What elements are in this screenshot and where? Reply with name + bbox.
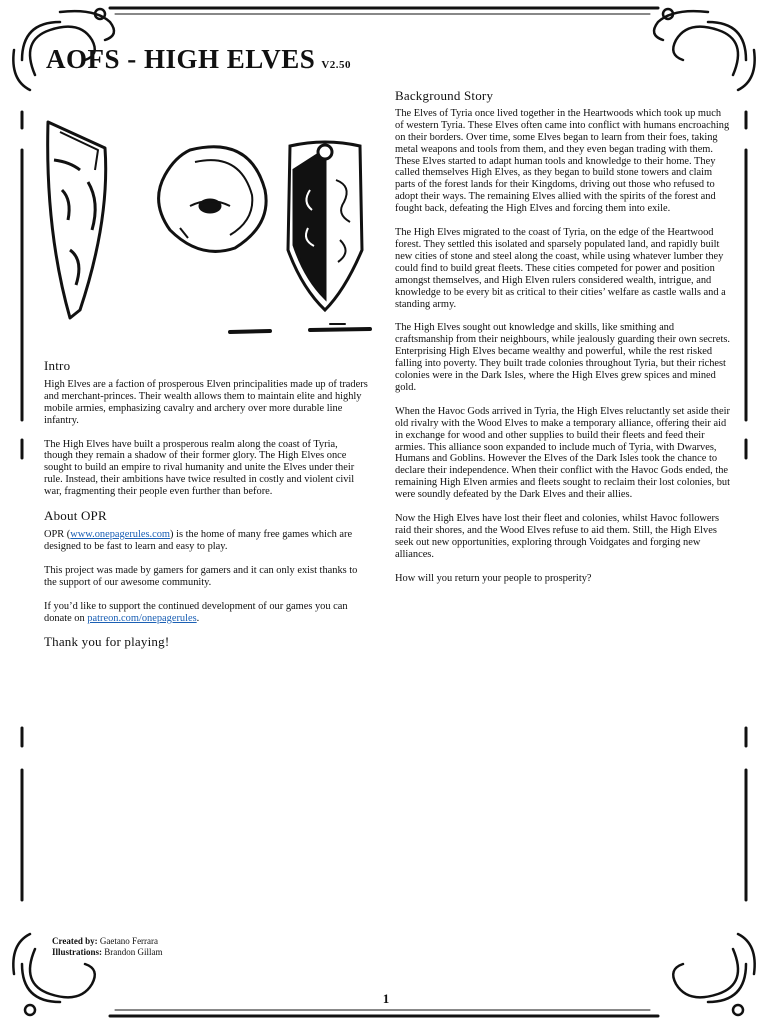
credit-label: Created by:	[52, 936, 98, 946]
credit-value: Gaetano Ferrara	[99, 936, 159, 946]
opr-website-link[interactable]: www.onepagerules.com	[70, 528, 171, 540]
about-text: If you’d like to support the continued development of our games you can donate on	[44, 600, 348, 624]
background-paragraph: The Elves of Tyria once lived together in the Heartwoods which took up much of western Tyria. These Elves often came into conflict with humans encroaching on their borders. Over time, some Elves began to learn from their foes, taking metal weapons and tools from them, and they even began trading with them. These Elves started to adapt human tools and knowledge to their home. They called themselves High Elves, as they began to build stone towers and claim parts of the forest lands for their Kingdoms, driving out those who refused to adopt their ways. The remaining Elves allied with the spirits of the forest and fought back, defeating the High Elves and forcing them into exile.	[395, 107, 730, 215]
about-heading: About OPR	[44, 508, 107, 524]
background-paragraph: When the Havoc Gods arrived in Tyria, the High Elves reluctantly set aside their old rivalry with the Wood Elves to make a temporary alliance, offering their aid in exchange for wood and other supplies to build their fleets and feed their armies. This alliance soon expanded to include much of Tyria, with Dwarves, Humans and Goblins. However the Elves of the Dark Isles took the chance to declare their independence. When their conflict with the Havoc Gods ended, the remaining High Elven armies and fleets sought to reclaim their lost colonies, but were soundly defeated by the Dark Elves and their allies.	[395, 405, 731, 501]
credit-line	[52, 947, 163, 958]
version-label: V2.50	[321, 59, 352, 71]
tall-shield-icon	[48, 122, 106, 318]
credit-value: Brandon Gillam	[104, 947, 163, 957]
intro-heading: Intro	[44, 358, 71, 373]
background-heading: Background Story	[395, 88, 494, 103]
page-title	[46, 44, 351, 80]
shields-illustration	[40, 110, 375, 340]
credits	[52, 936, 163, 958]
about-text: ) is the home of many free games which are designed to be fast to learn and easy to play.	[44, 528, 353, 552]
patreon-link[interactable]: patreon.com/onepagerules	[87, 612, 197, 624]
right-column	[395, 90, 731, 597]
credit-label: Illustrations:	[52, 947, 103, 957]
about-paragraph	[44, 529, 369, 553]
credit-line	[52, 936, 163, 947]
background-paragraph: The High Elves migrated to the coast of Tyria, on the edge of the Heartwood forest. They settled this isolated and sparsely populated land, and rapidly built new cities of stone and steel along the coast, while using whatever lumber they could find to build great fleets. These cities competed for power and position amongst themselves, and High Elven rulers considered wealth, intrigue, and knowledge to be every bit as critical to their cities’ welfare as castle walls and a standing army.	[395, 227, 726, 310]
about-paragraph	[44, 601, 369, 625]
round-shield-icon	[159, 147, 267, 252]
background-paragraph: How will you return your people to prosperity?	[395, 572, 592, 584]
about-text: OPR (	[44, 528, 71, 540]
background-paragraph: The High Elves sought out knowledge and skills, like smithing and craftsmanship from their neighbours, while jealously guarding their own secrets. Enterprising High Elves became wealthy and powerful, while the rest risked falling into poverty. They built trade colonies throughout Tyria, but their richest colonies were in the Dark Isles, where the High Elves grew spices and mined gold.	[395, 322, 731, 393]
background-paragraph: Now the High Elves have lost their fleet and colonies, whilst Havoc followers raid their shores, and the Wood Elves refuse to aid them. Still, the High Elves seek out new opportunities, exploring through Voidgates and forging new alliances.	[395, 513, 720, 560]
about-paragraph: This project was made by gamers for gamers and it can only exist thanks to the support of our awesome community.	[44, 564, 358, 588]
title-text: AOFS - HIGH ELVES	[46, 44, 316, 74]
page-number: 1	[382, 991, 390, 1006]
about-text: .	[196, 612, 200, 624]
intro-paragraph: The High Elves have built a prosperous realm along the coast of Tyria, though they remain a shadow of their former glory. The High Elves once sought to build an empire to rival humanity and unite the Elves under their rule. Instead, their ambitions have twice resulted in costly and violent civil war, fragmenting their people even further than before.	[44, 438, 355, 498]
left-column	[44, 360, 369, 655]
heraldic-shield-icon	[288, 142, 362, 310]
thanks-heading: Thank you for playing!	[44, 634, 170, 650]
intro-paragraph: High Elves are a faction of prosperous Elven principalities made up of traders and merchant-princes. Their wealth allows them to maintain elite and highly mobile armies, emphasizing cavalry and archery over more durable line infantry.	[44, 378, 368, 426]
